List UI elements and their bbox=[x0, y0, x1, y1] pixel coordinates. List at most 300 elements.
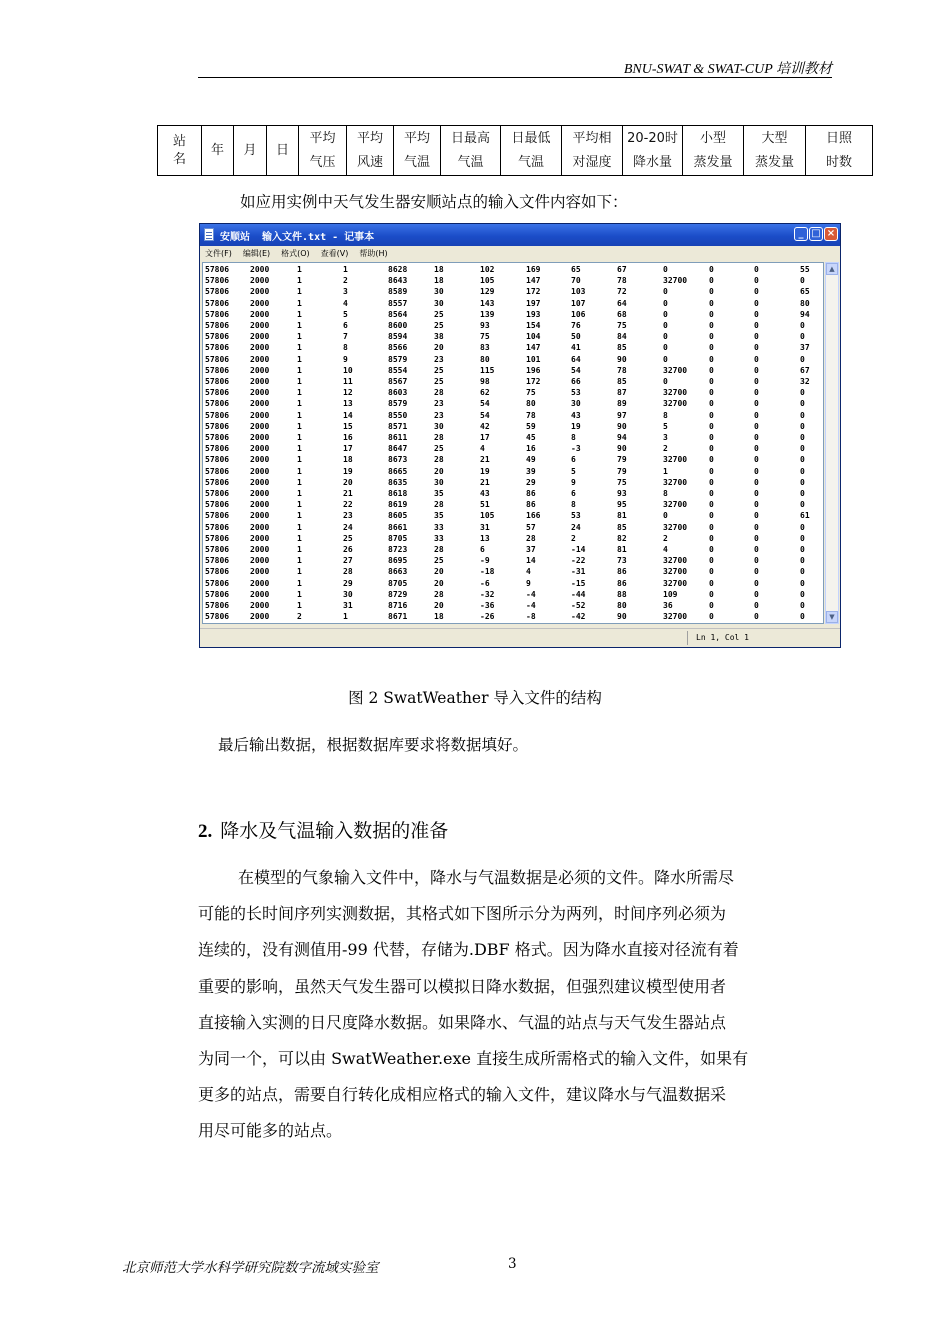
text-value: 54 bbox=[480, 399, 490, 409]
text-value: -26 bbox=[480, 612, 495, 622]
text-value: 0 bbox=[709, 612, 714, 622]
text-value: 67 bbox=[617, 265, 627, 274]
text-value: 143 bbox=[480, 298, 495, 308]
text-value: 80 bbox=[800, 298, 810, 308]
text-value: 2 bbox=[663, 444, 668, 454]
text-value: 8594 bbox=[388, 332, 408, 342]
text-value: 23 bbox=[434, 399, 444, 409]
text-value: 8729 bbox=[388, 589, 408, 599]
text-value: 2 bbox=[343, 276, 348, 286]
text-value: 102 bbox=[480, 265, 495, 274]
text-value: 2000 bbox=[250, 298, 270, 308]
text-value: 1 bbox=[297, 556, 302, 566]
text-value: 1 bbox=[297, 298, 302, 308]
status-separator bbox=[687, 631, 688, 645]
text-value: 3 bbox=[663, 433, 668, 442]
text-value: 0 bbox=[800, 567, 805, 577]
text-value: 57806 bbox=[205, 410, 230, 420]
text-value: 1 bbox=[343, 265, 348, 274]
text-value: 87 bbox=[617, 388, 627, 398]
page-number: 3 bbox=[508, 1256, 517, 1272]
text-value: 6 bbox=[571, 455, 576, 465]
text-value: 0 bbox=[754, 477, 759, 487]
text-value: 32700 bbox=[663, 567, 688, 577]
text-value: 0 bbox=[754, 578, 759, 588]
text-value: 5 bbox=[663, 421, 668, 431]
menu-item[interactable]: 帮助(H) bbox=[359, 249, 388, 258]
text-value: 2000 bbox=[250, 321, 270, 330]
text-value: 103 bbox=[571, 287, 586, 297]
text-value: 2000 bbox=[250, 365, 270, 375]
text-value: 8589 bbox=[388, 287, 408, 297]
text-value: 0 bbox=[709, 455, 714, 465]
text-value: 0 bbox=[709, 567, 714, 577]
notepad-text-area[interactable] bbox=[202, 262, 824, 624]
text-value: 2000 bbox=[250, 612, 270, 622]
text-value: 0 bbox=[800, 578, 805, 588]
text-value: 64 bbox=[571, 354, 581, 364]
text-value: 0 bbox=[663, 298, 668, 308]
text-value: 0 bbox=[663, 511, 668, 521]
text-value: 0 bbox=[709, 500, 714, 510]
text-value: 30 bbox=[434, 421, 444, 431]
text-value: 2000 bbox=[250, 522, 270, 532]
text-value: 41 bbox=[571, 343, 581, 353]
text-value: 13 bbox=[343, 399, 353, 409]
text-value: 66 bbox=[571, 377, 581, 386]
text-value: 0 bbox=[754, 500, 759, 510]
text-value: 62 bbox=[480, 388, 490, 398]
text-value: 94 bbox=[617, 433, 627, 442]
text-value: 0 bbox=[754, 377, 759, 386]
text-value: 25 bbox=[434, 365, 444, 375]
text-value: 0 bbox=[800, 421, 805, 431]
text-value: 2000 bbox=[250, 444, 270, 454]
text-value: -18 bbox=[480, 567, 495, 577]
text-value: 2000 bbox=[250, 500, 270, 510]
text-value: 2000 bbox=[250, 265, 270, 274]
text-value: 13 bbox=[480, 533, 490, 543]
text-value: 37 bbox=[526, 545, 536, 554]
cell-line: 平均 bbox=[356, 130, 383, 146]
text-value: 9 bbox=[343, 354, 348, 364]
text-value: 39 bbox=[526, 466, 536, 476]
text-value: 0 bbox=[709, 556, 714, 566]
text-value: 0 bbox=[800, 500, 805, 510]
text-value: 19 bbox=[571, 421, 581, 431]
text-value: 0 bbox=[754, 399, 759, 409]
cell-line: 月 bbox=[243, 142, 257, 158]
text-value: 78 bbox=[617, 365, 627, 375]
text-value: 19 bbox=[343, 466, 353, 476]
text-value: 32700 bbox=[663, 522, 688, 532]
table-cell bbox=[501, 126, 562, 176]
figure-caption: 图 2 SwatWeather 导入文件的结构 bbox=[348, 689, 602, 707]
text-value: 25 bbox=[343, 533, 353, 543]
text-value: 75 bbox=[617, 477, 627, 487]
text-value: 32 bbox=[800, 377, 810, 386]
text-value: 0 bbox=[709, 276, 714, 286]
text-value: 98 bbox=[480, 377, 490, 386]
text-value: 8 bbox=[663, 410, 668, 420]
text-value: 97 bbox=[617, 410, 627, 420]
text-value: 1 bbox=[297, 332, 302, 342]
text-value: 1 bbox=[297, 455, 302, 465]
text-value: 9 bbox=[526, 578, 531, 588]
text-value: 33 bbox=[434, 522, 444, 532]
text-value: 0 bbox=[663, 309, 668, 319]
table-cell bbox=[394, 126, 441, 176]
text-value: 2000 bbox=[250, 511, 270, 521]
text-value: 30 bbox=[434, 298, 444, 308]
text-value: 115 bbox=[480, 365, 495, 375]
cell-line: 气压 bbox=[309, 154, 336, 170]
header-rule bbox=[198, 77, 832, 78]
text-value: 7 bbox=[343, 332, 348, 342]
text-value: 0 bbox=[709, 332, 714, 342]
text-value: 0 bbox=[663, 377, 668, 386]
text-value: 57806 bbox=[205, 455, 230, 465]
text-value: 95 bbox=[617, 500, 627, 510]
text-value: 8579 bbox=[388, 354, 408, 364]
text-value: 1 bbox=[297, 421, 302, 431]
text-value: 54 bbox=[480, 410, 490, 420]
text-value: 0 bbox=[709, 309, 714, 319]
text-value: 75 bbox=[617, 321, 627, 330]
text-value: 57806 bbox=[205, 500, 230, 510]
text-value: 80 bbox=[526, 399, 536, 409]
text-value: 0 bbox=[800, 589, 805, 599]
table-row bbox=[158, 126, 873, 176]
text-value: 3 bbox=[343, 287, 348, 297]
text-value: 18 bbox=[434, 265, 444, 274]
cell-line: 对湿度 bbox=[572, 154, 612, 170]
text-value: -15 bbox=[571, 578, 586, 588]
text-value: 25 bbox=[434, 377, 444, 386]
weather-fields-table bbox=[157, 125, 873, 176]
text-value: 1 bbox=[297, 477, 302, 487]
notepad-status-bar bbox=[200, 628, 840, 647]
text-value: 72 bbox=[617, 287, 627, 297]
text-value: 28 bbox=[434, 388, 444, 398]
text-value: 85 bbox=[617, 343, 627, 353]
text-value: 2000 bbox=[250, 287, 270, 297]
text-value: 0 bbox=[754, 309, 759, 319]
table-cell bbox=[806, 126, 873, 176]
text-value: 154 bbox=[526, 321, 541, 330]
text-value: 0 bbox=[709, 466, 714, 476]
text-value: 101 bbox=[526, 354, 541, 364]
text-value: 42 bbox=[480, 421, 490, 431]
text-value: 93 bbox=[480, 321, 490, 330]
text-value: 2000 bbox=[250, 309, 270, 319]
text-value: 1 bbox=[297, 444, 302, 454]
text-value: 86 bbox=[526, 500, 536, 510]
text-value: 0 bbox=[709, 477, 714, 487]
text-value: 57806 bbox=[205, 321, 230, 330]
text-value: 32700 bbox=[663, 578, 688, 588]
text-value: 15 bbox=[343, 421, 353, 431]
cell-line: 蒸发量 bbox=[693, 154, 733, 170]
text-value: 0 bbox=[709, 410, 714, 420]
text-value: 37 bbox=[800, 343, 810, 353]
text-value: 5 bbox=[571, 466, 576, 476]
cell-line: 日照 bbox=[825, 130, 852, 146]
text-value: 2000 bbox=[250, 276, 270, 286]
text-value: -4 bbox=[526, 589, 536, 599]
text-value: 2000 bbox=[250, 466, 270, 476]
text-value: 0 bbox=[709, 601, 714, 610]
body-line: 重要的影响，虽然天气发生器可以模拟日降水数据，但强烈建议模型使用者 bbox=[198, 976, 727, 996]
text-value: 12 bbox=[343, 388, 353, 398]
text-value: 0 bbox=[754, 332, 759, 342]
text-value: 57806 bbox=[205, 477, 230, 487]
table-cell bbox=[347, 126, 394, 176]
text-value: 9 bbox=[571, 477, 576, 487]
text-value: 57806 bbox=[205, 556, 230, 566]
text-value: 139 bbox=[480, 309, 495, 319]
text-value: 57806 bbox=[205, 276, 230, 286]
text-value: 57806 bbox=[205, 309, 230, 319]
text-value: 57806 bbox=[205, 265, 230, 274]
text-value: 57806 bbox=[205, 365, 230, 375]
text-value: 0 bbox=[754, 365, 759, 375]
text-value: 0 bbox=[754, 567, 759, 577]
text-value: 57806 bbox=[205, 601, 230, 610]
table-cell bbox=[441, 126, 501, 176]
menu-item[interactable]: 查看(V) bbox=[320, 249, 349, 258]
text-value: 0 bbox=[754, 522, 759, 532]
cell-line: 日最高 bbox=[450, 130, 490, 146]
table-cell bbox=[158, 126, 202, 176]
text-value: 197 bbox=[526, 298, 541, 308]
text-value: 8550 bbox=[388, 410, 408, 420]
text-value: 196 bbox=[526, 365, 541, 375]
text-value: 0 bbox=[800, 477, 805, 487]
text-value: 4 bbox=[526, 567, 531, 577]
text-value: 2 bbox=[663, 533, 668, 543]
notepad-window bbox=[199, 223, 841, 648]
text-value: 8618 bbox=[388, 489, 408, 498]
text-value: 45 bbox=[526, 433, 536, 442]
text-value: 0 bbox=[663, 265, 668, 274]
table-cell bbox=[683, 126, 744, 176]
text-value: 32700 bbox=[663, 455, 688, 465]
table-cell bbox=[744, 126, 806, 176]
text-value: 23 bbox=[343, 511, 353, 521]
text-value: 8705 bbox=[388, 533, 408, 543]
text-value: 2000 bbox=[250, 332, 270, 342]
text-value: 1 bbox=[297, 466, 302, 476]
text-value: 2000 bbox=[250, 567, 270, 577]
text-value: 2000 bbox=[250, 343, 270, 353]
text-value: 59 bbox=[526, 421, 536, 431]
text-value: 61 bbox=[800, 511, 810, 521]
text-value: 79 bbox=[617, 466, 627, 476]
text-value: 18 bbox=[434, 276, 444, 286]
menu-item[interactable]: 编辑(E) bbox=[242, 249, 271, 258]
text-value: 0 bbox=[754, 276, 759, 286]
text-value: 0 bbox=[709, 377, 714, 386]
text-value: 8605 bbox=[388, 511, 408, 521]
text-value: 166 bbox=[526, 511, 541, 521]
text-value: 57806 bbox=[205, 444, 230, 454]
text-value: 8619 bbox=[388, 500, 408, 510]
body-line: 直接输入实测的日尺度降水数据。如果降水、气温的站点与天气发生器站点 bbox=[198, 1012, 727, 1032]
text-value: 80 bbox=[617, 601, 627, 610]
text-value: 0 bbox=[754, 556, 759, 566]
text-value: 90 bbox=[617, 354, 627, 364]
cell-line: 日 bbox=[275, 142, 289, 158]
text-value: 0 bbox=[800, 489, 805, 498]
text-value: 88 bbox=[617, 589, 627, 599]
text-value: 28 bbox=[526, 533, 536, 543]
text-value: 6 bbox=[571, 489, 576, 498]
text-value: 8661 bbox=[388, 522, 408, 532]
cell-line: 平均 bbox=[309, 130, 336, 146]
text-value: 8695 bbox=[388, 556, 408, 566]
text-value: 65 bbox=[800, 287, 810, 297]
text-value: 1 bbox=[297, 354, 302, 364]
text-value: 105 bbox=[480, 511, 495, 521]
text-value: 0 bbox=[800, 399, 805, 409]
text-value: 0 bbox=[709, 444, 714, 454]
body-line: 为同一个，可以由 SwatWeather.exe 直接生成所需格式的输入文件，如果有 bbox=[198, 1049, 749, 1068]
text-value: 0 bbox=[754, 444, 759, 454]
maximize-button[interactable]: □ bbox=[809, 227, 823, 241]
text-value: 0 bbox=[709, 421, 714, 431]
cell-line: 时数 bbox=[825, 154, 852, 170]
close-button[interactable]: × bbox=[824, 227, 838, 241]
text-value: 57806 bbox=[205, 354, 230, 364]
section-number: 2. bbox=[198, 821, 213, 842]
text-value: 57806 bbox=[205, 489, 230, 498]
text-value: 18 bbox=[343, 455, 353, 465]
text-value: 20 bbox=[434, 343, 444, 353]
text-value: 57806 bbox=[205, 589, 230, 599]
cell-line: 名 bbox=[172, 151, 186, 167]
text-value: 29 bbox=[343, 578, 353, 588]
text-value: 105 bbox=[480, 276, 495, 286]
menu-item[interactable]: 格式(O) bbox=[281, 249, 310, 258]
text-value: 68 bbox=[617, 309, 627, 319]
text-value: 8566 bbox=[388, 343, 408, 353]
table-cell bbox=[562, 126, 623, 176]
text-value: -9 bbox=[480, 556, 490, 566]
text-value: 57806 bbox=[205, 522, 230, 532]
text-value: 0 bbox=[709, 265, 714, 274]
text-value: 64 bbox=[617, 298, 627, 308]
text-value: 35 bbox=[434, 489, 444, 498]
scroll-up-icon[interactable]: ▲ bbox=[826, 263, 838, 275]
text-value: 25 bbox=[434, 556, 444, 566]
section-title: 降水及气温输入数据的准备 bbox=[220, 820, 449, 842]
text-value: 0 bbox=[800, 545, 805, 554]
text-value: 1 bbox=[297, 578, 302, 588]
cell-line: 风速 bbox=[356, 154, 383, 170]
text-value: 0 bbox=[709, 489, 714, 498]
vertical-scrollbar[interactable] bbox=[825, 262, 839, 624]
text-value: 0 bbox=[709, 511, 714, 521]
text-value: 2000 bbox=[250, 533, 270, 543]
text-value: 57806 bbox=[205, 545, 230, 554]
text-value: 0 bbox=[754, 388, 759, 398]
text-value: 0 bbox=[663, 343, 668, 353]
text-value: 2000 bbox=[250, 578, 270, 588]
text-value: 57806 bbox=[205, 578, 230, 588]
text-value: 32700 bbox=[663, 477, 688, 487]
intro-text: 如应用实例中天气发生器安顺站点的输入文件内容如下： bbox=[240, 193, 628, 211]
text-value: 18 bbox=[434, 612, 444, 622]
text-value: 107 bbox=[571, 298, 586, 308]
text-value: 55 bbox=[800, 265, 810, 274]
text-value: 38 bbox=[434, 332, 444, 342]
text-value: 50 bbox=[571, 332, 581, 342]
text-value: 90 bbox=[617, 444, 627, 454]
text-value: 86 bbox=[617, 567, 627, 577]
text-value: 54 bbox=[571, 365, 581, 375]
text-value: 2000 bbox=[250, 589, 270, 599]
text-value: 57806 bbox=[205, 287, 230, 297]
text-value: 27 bbox=[343, 556, 353, 566]
text-value: 19 bbox=[480, 466, 490, 476]
text-value: 17 bbox=[343, 444, 353, 454]
text-value: 28 bbox=[434, 455, 444, 465]
minimize-button[interactable]: _ bbox=[794, 227, 808, 241]
body-line: 在模型的气象输入文件中，降水与气温数据是必须的文件。降水所需尽 bbox=[238, 868, 735, 887]
notepad-title-bar[interactable] bbox=[200, 224, 840, 246]
cell-line: 降水量 bbox=[632, 154, 672, 170]
text-value: 0 bbox=[709, 433, 714, 442]
text-value: 57806 bbox=[205, 612, 230, 622]
text-value: 2000 bbox=[250, 489, 270, 498]
text-value: 106 bbox=[571, 309, 586, 319]
text-value: 1 bbox=[297, 545, 302, 554]
text-value: 8611 bbox=[388, 433, 408, 442]
text-value: 11 bbox=[343, 377, 353, 386]
text-value: 1 bbox=[297, 601, 302, 610]
text-value: 0 bbox=[800, 444, 805, 454]
text-value: 1 bbox=[297, 309, 302, 319]
text-value: 0 bbox=[709, 287, 714, 297]
text-value: 1 bbox=[297, 511, 302, 521]
text-value: 24 bbox=[343, 522, 353, 532]
text-value: 0 bbox=[800, 354, 805, 364]
text-value: 21 bbox=[480, 477, 490, 487]
text-value: 0 bbox=[663, 332, 668, 342]
menu-item[interactable]: 文件(F) bbox=[205, 249, 232, 258]
text-value: 0 bbox=[663, 287, 668, 297]
text-value: 8 bbox=[343, 343, 348, 353]
text-value: 0 bbox=[800, 612, 805, 622]
text-value: 2000 bbox=[250, 399, 270, 409]
text-value: 90 bbox=[617, 612, 627, 622]
text-value: 1 bbox=[343, 612, 348, 622]
text-value: 51 bbox=[480, 500, 490, 510]
text-value: 1 bbox=[663, 466, 668, 476]
text-value: 14 bbox=[526, 556, 536, 566]
text-value: 0 bbox=[754, 287, 759, 297]
cursor-position: Ln 1, Col 1 bbox=[696, 633, 749, 642]
text-value: 8557 bbox=[388, 298, 408, 308]
text-value: 16 bbox=[526, 444, 536, 454]
text-value: 30 bbox=[343, 589, 353, 599]
text-value: 1 bbox=[297, 321, 302, 330]
text-value: 2000 bbox=[250, 410, 270, 420]
scroll-down-icon[interactable]: ▼ bbox=[826, 611, 838, 623]
text-value: 32700 bbox=[663, 276, 688, 286]
text-value: 89 bbox=[617, 399, 627, 409]
